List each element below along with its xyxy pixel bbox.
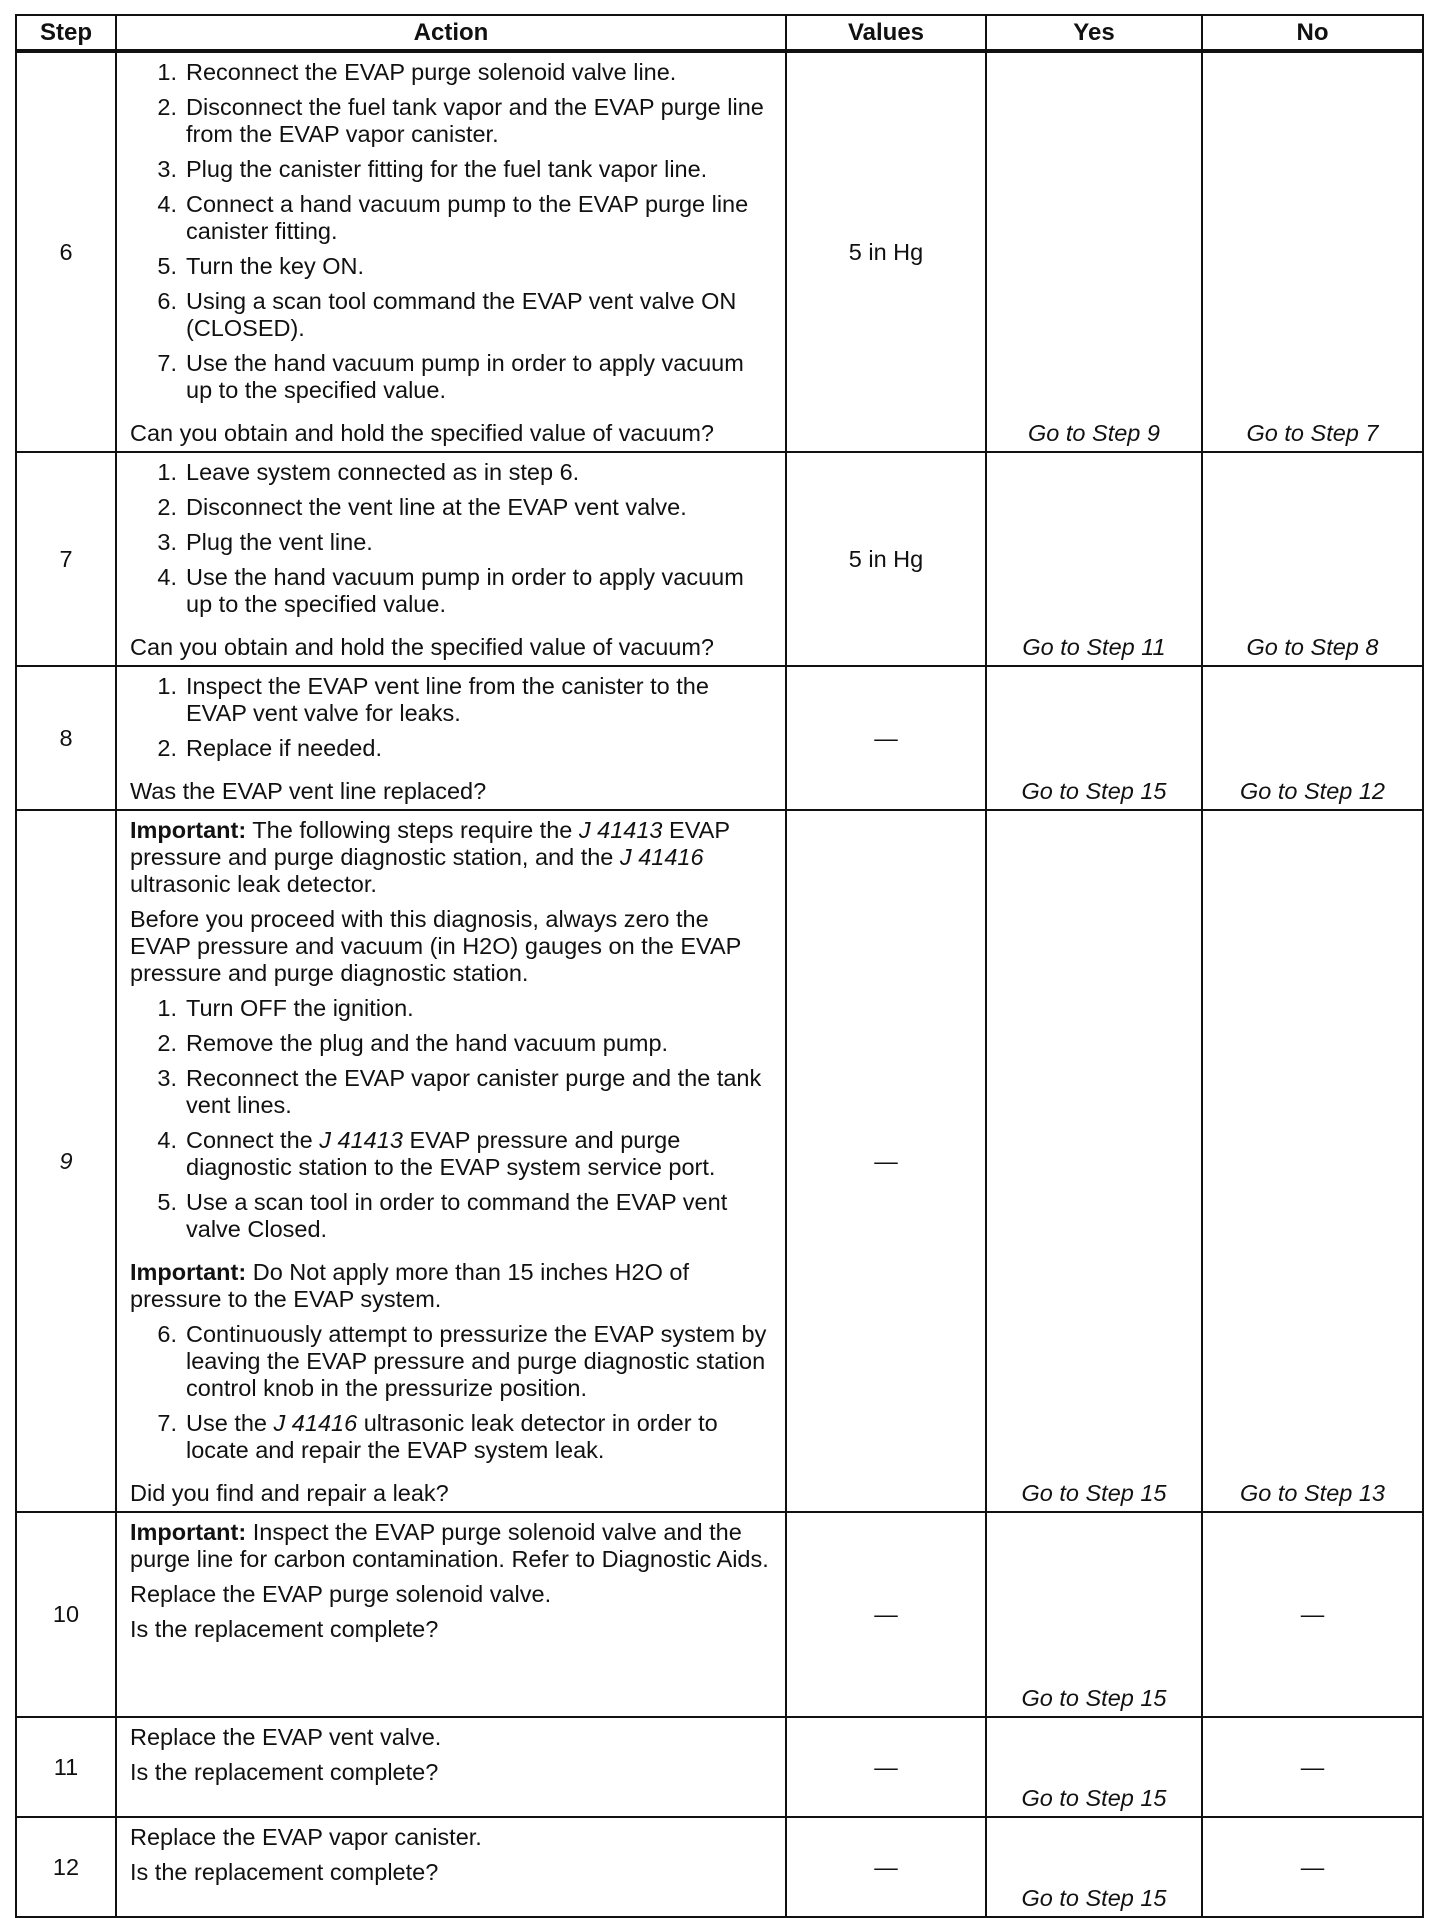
header-yes: Yes bbox=[986, 15, 1202, 51]
list-item: 7. Use the J 41416 ultrasonic leak detector in order to locate and repair the EVAP system leak. bbox=[157, 1410, 718, 1463]
question-text: Can you obtain and hold the specified value of vacuum? bbox=[130, 634, 714, 660]
action-cell bbox=[116, 1717, 786, 1817]
question-text: Is the replacement complete? bbox=[130, 1759, 439, 1785]
instruction-text: Replace the EVAP vapor canister. bbox=[130, 1824, 482, 1850]
value-dash: — bbox=[786, 1717, 986, 1817]
header-no: No bbox=[1202, 15, 1423, 51]
action-cell bbox=[116, 810, 786, 1512]
question-text: Was the EVAP vent line replaced? bbox=[130, 778, 487, 804]
no-dash: — bbox=[1202, 1817, 1423, 1917]
list-item: 1. Inspect the EVAP vent line from the canister to the EVAP vent valve for leaks. bbox=[157, 673, 709, 726]
step-number: 11 bbox=[16, 1717, 116, 1817]
list-item: 6. Using a scan tool command the EVAP vent valve ON (CLOSED). bbox=[157, 288, 737, 341]
header-row bbox=[16, 15, 1423, 51]
action-cell bbox=[116, 51, 786, 452]
list-item: 2. Remove the plug and the hand vacuum pump. bbox=[157, 1030, 669, 1056]
step-list bbox=[130, 1321, 775, 1472]
yes-link: Go to Step 15 bbox=[986, 666, 1202, 810]
yes-link: Go to Step 15 bbox=[986, 810, 1202, 1512]
question-text: Is the replacement complete? bbox=[130, 1616, 439, 1642]
step-number: 10 bbox=[16, 1512, 116, 1717]
list-item: 3. Plug the vent line. bbox=[157, 529, 373, 555]
important-note: Important: Inspect the EVAP purge solenoid valve and the purge line for carbon contamination. Refer to Diagnostic Aids. bbox=[130, 1519, 769, 1572]
step-number: 8 bbox=[16, 666, 116, 810]
value-dash: — bbox=[786, 1817, 986, 1917]
list-item: 3. Reconnect the EVAP vapor canister purge and the tank vent lines. bbox=[157, 1065, 762, 1118]
instruction-text: Replace the EVAP vent valve. bbox=[130, 1724, 442, 1750]
list-item: 4. Use the hand vacuum pump in order to apply vacuum up to the specified value. bbox=[157, 564, 744, 617]
yes-link: Go to Step 15 bbox=[986, 1717, 1202, 1817]
header-values: Values bbox=[786, 15, 986, 51]
value-dash: — bbox=[786, 810, 986, 1512]
no-link: Go to Step 8 bbox=[1202, 452, 1423, 666]
list-item: 2. Disconnect the vent line at the EVAP vent valve. bbox=[157, 494, 687, 520]
yes-link: Go to Step 15 bbox=[986, 1817, 1202, 1917]
table-row-step-10 bbox=[16, 1512, 1423, 1717]
header-step: Step bbox=[16, 15, 116, 51]
action-cell bbox=[116, 1512, 786, 1717]
value-dash: — bbox=[786, 666, 986, 810]
tool-id: J 41413 bbox=[578, 817, 663, 843]
important-note: Important: The following steps require the J 41413 EVAP pressure and purge diagnostic station, and the J 41416 ultrasonic leak detector. bbox=[130, 817, 730, 897]
list-item: 1. Leave system connected as in step 6. bbox=[157, 459, 580, 485]
instruction-text: Replace the EVAP purge solenoid valve. bbox=[130, 1581, 552, 1607]
list-item: 4. Connect the J 41413 EVAP pressure and purge diagnostic station to the EVAP system service port. bbox=[157, 1127, 716, 1180]
preparation-note: Before you proceed with this diagnosis, always zero the EVAP pressure and vacuum (in H2O) gauges on the EVAP pressure and purge diagnostic station. bbox=[130, 906, 741, 986]
value-cell: 5 in Hg bbox=[786, 51, 986, 452]
list-item: 5. Use a scan tool in order to command the EVAP vent valve Closed. bbox=[157, 1189, 728, 1242]
yes-link: Go to Step 15 bbox=[986, 1512, 1202, 1717]
list-item: 1. Reconnect the EVAP purge solenoid valve line. bbox=[157, 59, 677, 85]
value-dash: — bbox=[786, 1512, 986, 1717]
question-text: Can you obtain and hold the specified value of vacuum? bbox=[130, 420, 714, 446]
step-list bbox=[130, 459, 775, 626]
header-action: Action bbox=[116, 15, 786, 51]
no-link: Go to Step 13 bbox=[1202, 810, 1423, 1512]
list-item: 3. Plug the canister fitting for the fuel tank vapor line. bbox=[157, 156, 708, 182]
step-list bbox=[130, 995, 775, 1251]
step-number: 7 bbox=[16, 452, 116, 666]
diagnostic-table bbox=[15, 14, 1424, 1918]
step-list bbox=[130, 59, 775, 412]
table-row-step-8 bbox=[16, 666, 1423, 810]
important-note: Important: Do Not apply more than 15 inches H2O of pressure to the EVAP system. bbox=[130, 1259, 690, 1312]
list-item: 7. Use the hand vacuum pump in order to apply vacuum up to the specified value. bbox=[157, 350, 744, 403]
yes-link: Go to Step 11 bbox=[986, 452, 1202, 666]
list-item: 5. Turn the key ON. bbox=[157, 253, 365, 279]
table-row-step-9 bbox=[16, 810, 1423, 1512]
no-link: Go to Step 12 bbox=[1202, 666, 1423, 810]
table-row-step-11 bbox=[16, 1717, 1423, 1817]
step-number: 12 bbox=[16, 1817, 116, 1917]
table-row-step-6 bbox=[16, 51, 1423, 452]
action-cell bbox=[116, 452, 786, 666]
list-item: 4. Connect a hand vacuum pump to the EVAP purge line canister fitting. bbox=[157, 191, 749, 244]
table-row-step-7 bbox=[16, 452, 1423, 666]
value-cell: 5 in Hg bbox=[786, 452, 986, 666]
list-item: 6. Continuously attempt to pressurize the EVAP system by leaving the EVAP pressure and purge diagnostic station control knob in the pressurize position. bbox=[157, 1321, 767, 1401]
action-cell bbox=[116, 1817, 786, 1917]
no-link: Go to Step 7 bbox=[1202, 51, 1423, 452]
step-number: 6 bbox=[16, 51, 116, 452]
table-row-step-12 bbox=[16, 1817, 1423, 1917]
no-dash: — bbox=[1202, 1512, 1423, 1717]
no-dash: — bbox=[1202, 1717, 1423, 1817]
list-item: 2. Disconnect the fuel tank vapor and the EVAP purge line from the EVAP vapor canister. bbox=[157, 94, 764, 147]
list-item: 1. Turn OFF the ignition. bbox=[157, 995, 414, 1021]
yes-link: Go to Step 9 bbox=[986, 51, 1202, 452]
step-list bbox=[130, 673, 775, 770]
action-cell bbox=[116, 666, 786, 810]
question-text: Did you find and repair a leak? bbox=[130, 1480, 449, 1506]
list-item: 2. Replace if needed. bbox=[157, 735, 382, 761]
question-text: Is the replacement complete? bbox=[130, 1859, 439, 1885]
tool-id: J 41416 bbox=[619, 844, 704, 870]
step-number: 9 bbox=[16, 810, 116, 1512]
